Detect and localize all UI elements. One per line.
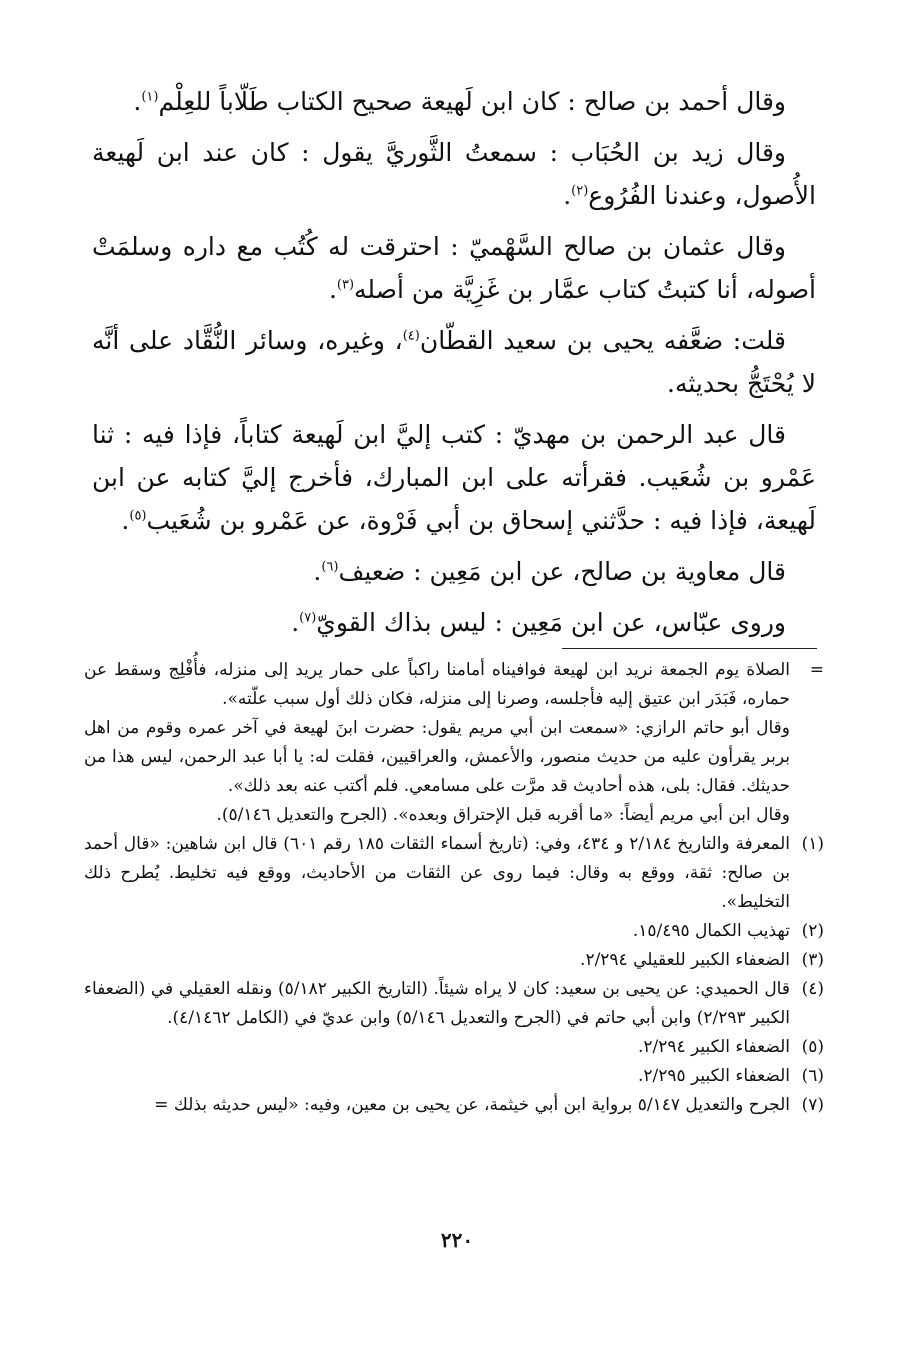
page-number: ٢٢٠: [440, 1228, 474, 1252]
paragraph-4-text: قلت: ضعَّفه يحيى بن سعيد القطّان: [419, 326, 786, 355]
footnote-ref-5: (٥): [129, 508, 147, 524]
footnote-4-number: (٤): [801, 979, 824, 999]
paragraph-3-text: وقال عثمان بن صالح السَّهْميّ : احترقت له كُتُب مع داره وسلمَتْ أصوله، أنا كتبتُ كتاب عمَّار بن غَزِيَّة من أصله: [92, 232, 816, 304]
footnote-5-number: (٥): [801, 1037, 824, 1057]
paragraph-5-text: قال عبد الرحمن بن مهديّ : كتب إليَّ ابن لَهيعة كتاباً، فإذا فيه : ثنا عَمْرو بن شُعَيب. فقرأته على ابن المبارك، فأخرج إليَّ كتابه عن ابن لَهيعة، فإذا فيه : حدَّثني إسحاق بن أبي فَرْوة، عن عَمْرو بن شُعَيب: [92, 420, 816, 535]
paragraph-5: قال عبد الرحمن بن مهديّ : كتب إليَّ ابن لَهيعة كتاباً، فإذا فيه : ثنا عَمْرو بن شُعَيب. فقرأته على ابن المبارك، فأخرج إليَّ كتابه عن ابن لَهيعة، فإذا فيه : حدَّثني إسحاق بن أبي فَرْوة، عن عَمْرو بن شُعَيب$^{(٥)}$.: [92, 420, 816, 535]
footnote-ref-7: (٧): [299, 610, 317, 626]
footnote-2-number: (٢): [801, 921, 824, 941]
footnote-ref-6: (٦): [321, 559, 339, 575]
paragraph-1: وقال أحمد بن صالح : كان ابن لَهيعة صحيح الكتاب طَلّاباً للعِلْم$^{(١)}$.: [133, 87, 786, 116]
footnote-5: [84, 1033, 824, 1062]
paragraph-2: وقال زيد بن الحُبَاب : سمعتُ الثَّوريَّ يقول : كان عند ابن لَهيعة الأُصول، وعندنا الفُرُوع$^{(٢)}$.: [92, 138, 816, 210]
footnote-3-text: الضعفاء الكبير للعقيلي ٢/٢٩٤.: [580, 950, 790, 970]
paragraph-3: وقال عثمان بن صالح السَّهْميّ : احترقت له كُتُب مع داره وسلمَتْ أصوله، أنا كتبتُ كتاب عمَّار بن غَزِيَّة من أصله$^{(٣)}$.: [92, 232, 816, 304]
main-text: [92, 72, 816, 652]
footnote-7: [84, 1091, 824, 1120]
footnote-ref-4: (٤): [402, 328, 420, 344]
footnotes: [84, 656, 824, 1120]
continuation-paragraph-3: وقال ابن أبي مريم أيضاً: «ما أقربه قبل الإحتراق وبعده». (الجرح والتعديل ٥/١٤٦).: [216, 805, 790, 825]
paragraph-7: وروى عبّاس، عن ابن مَعِين : ليس بذاك القويّ$^{(٧)}$.: [291, 608, 786, 637]
footnote-6-text: الضعفاء الكبير ٢/٢٩٥.: [637, 1066, 790, 1086]
footnote-3: [84, 946, 824, 975]
footnote-6-number: (٦): [801, 1066, 824, 1086]
paragraph-2-text: وقال زيد بن الحُبَاب : سمعتُ الثَّوريَّ يقول : كان عند ابن لَهيعة الأُصول، وعندنا الفُرُوع: [92, 138, 816, 210]
footnote-7-text: الجرح والتعديل ٥/١٤٧ برواية ابن أبي خيثمة، عن يحيى بن معين، وفيه: «ليس حديثه بذلك =: [154, 1095, 790, 1115]
footnote-1-text: المعرفة والتاريخ ٢/١٨٤ و ٤٣٤، وفي: (تاريخ أسماء الثقات ١٨٥ رقم ٦٠١) قال ابن شاهين: «قال أحمد بن صالح: ثقة، ووقع به وقال: فيما روى عن الثقات من الأحاديث، ووقع فيه تخليط. يُطرح ذلك التخليط».: [84, 834, 790, 912]
footnote-continuation: [84, 656, 824, 714]
paragraph-4: [92, 319, 816, 405]
footnote-ref-2: (٢): [571, 183, 589, 199]
paragraph-1-text: وقال أحمد بن صالح : كان ابن لَهيعة صحيح الكتاب طَلّاباً للعِلْم: [158, 87, 786, 116]
continuation-text: الصلاة يوم الجمعة نريد ابن لهيعة فوافيناه أمامنا راكباً على حمار يريد إلى منزله، فأُفْلِج وسقط عن حماره، فَبَدَر ابن عتيق إليه فأجلسه، وصرنا إلى منزله، فكان ذلك أول سبب علّته».: [84, 660, 790, 709]
footnote-4: [84, 975, 824, 1033]
paragraph-4-tail: ، وغيره، وسائر النُّقَّاد على أنَّه لا يُحْتَجُّ بحديثه.: [92, 326, 816, 398]
footnote-1: [84, 830, 824, 917]
paragraph-6: قال معاوية بن صالح، عن ابن مَعِين : ضعيف$^{(٦)}$.: [313, 557, 786, 586]
footnote-3-number: (٣): [801, 950, 824, 970]
footnote-2-text: تهذيب الكمال ١٥/٤٩٥.: [632, 921, 790, 941]
paragraph-7-text: وروى عبّاس، عن ابن مَعِين : ليس بذاك القويّ: [316, 608, 786, 637]
continuation-marker: =: [809, 660, 824, 680]
continuation-paragraph-2: وقال أبو حاتم الرازي: «سمعت ابن أبي مريم يقول: حضرت ابنَ لهيعة في آخر عمره وقوم من اهل بربر يقرأون عليه من حديث منصور، والأعمش، والعراقيين، فقلت له: يا أبا عبد الرحمن، ليس هذا من حديثك. فقال: بلى، هذه أحاديث قد مرَّت على مسامعي. فلم أكتب عنه بعد ذلك».: [84, 718, 790, 796]
footnote-ref-3: (٣): [336, 277, 355, 293]
footnote-6: [84, 1062, 824, 1091]
footnote-1-number: (١): [801, 834, 824, 854]
footnote-2: [84, 917, 824, 946]
footnote-7-number: (٧): [801, 1095, 824, 1115]
paragraph-6-text: قال معاوية بن صالح، عن ابن مَعِين : ضعيف: [338, 557, 786, 586]
footnote-5-text: الضعفاء الكبير ٢/٢٩٤.: [637, 1037, 790, 1057]
footnote-ref-1: (١): [141, 89, 159, 105]
footnote-separator: [562, 648, 817, 649]
footnote-4-text: قال الحميدي: عن يحيى بن سعيد: كان لا يراه شيئاً. (التاريخ الكبير ٥/١٨٢) ونقله العقيلي في (الضعفاء الكبير ٢/٢٩٣) وابن أبي حاتم في (الجرح والتعديل ٥/١٤٦) وابن عديّ في (الكامل ٤/١٤٦٢).: [84, 979, 790, 1028]
main-body: [92, 80, 816, 644]
